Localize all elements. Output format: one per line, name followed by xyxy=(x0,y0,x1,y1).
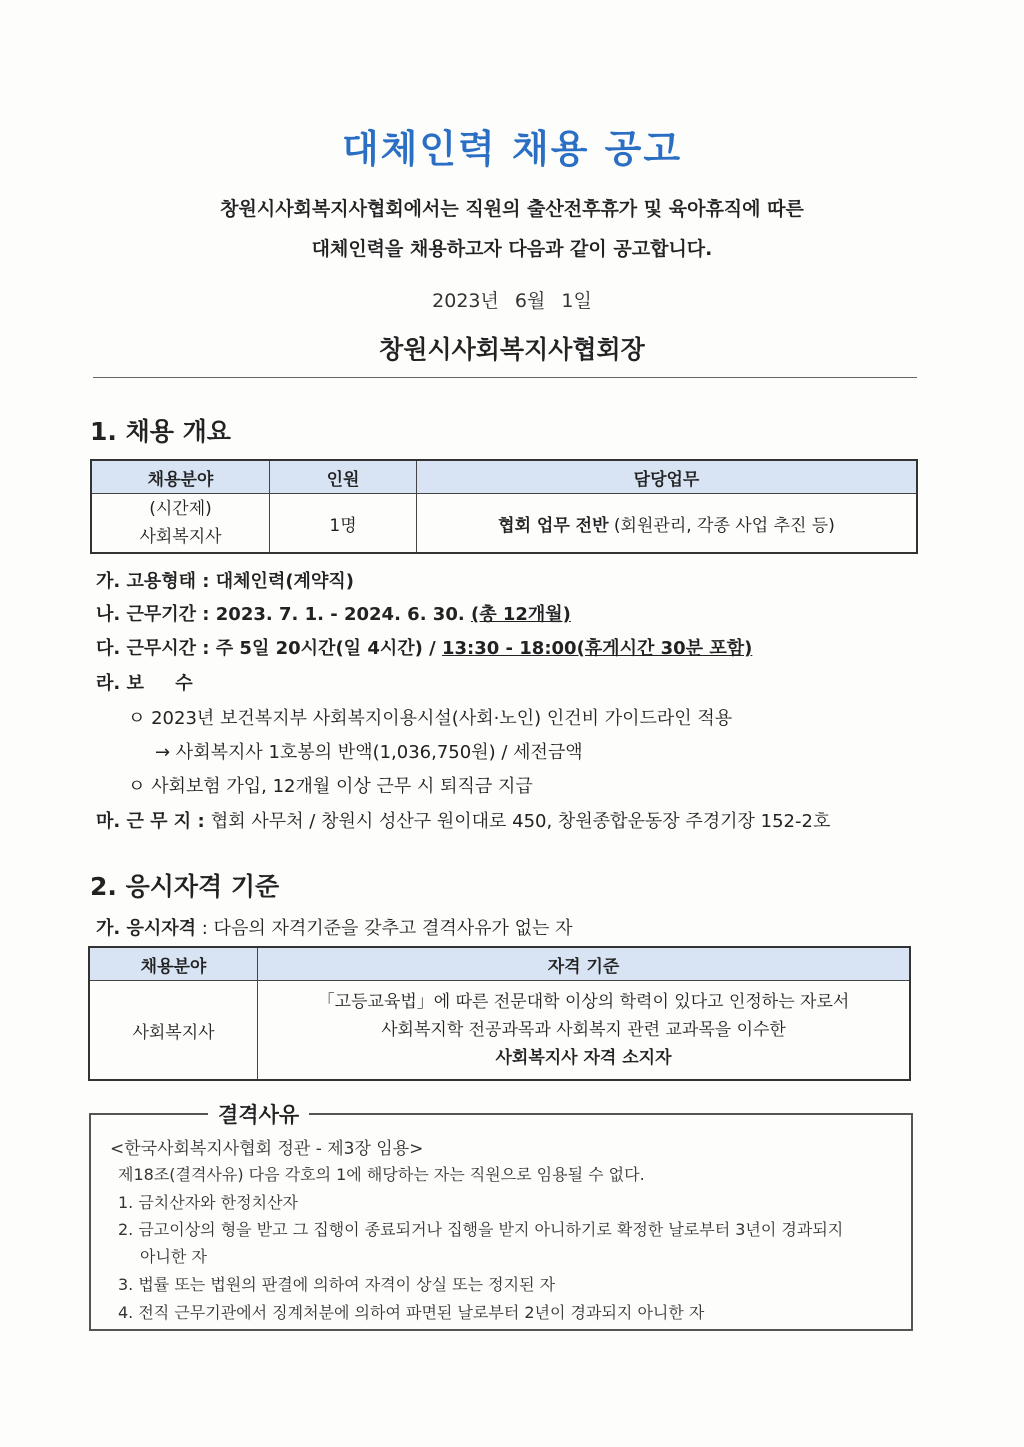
announcement-date: 2023년 6월 1일 xyxy=(432,290,592,312)
salary-sub-2: → 사회복지사 1호봉의 반액(1,036,750원) / 세전금액 xyxy=(155,742,583,763)
section1-heading: 1. 채용 개요 xyxy=(90,417,231,446)
divider xyxy=(93,377,917,378)
qualification-table xyxy=(88,946,911,1081)
disqualification-item-2-cont: 아니한 자 xyxy=(140,1247,207,1266)
table-header-row xyxy=(91,460,917,494)
item-work-hours xyxy=(96,634,752,660)
table-header-row xyxy=(89,947,910,981)
intro-line-2: 대체인력을 채용하고자 다음과 같이 공고합니다. xyxy=(311,238,713,260)
item-underlined: (총 12개월) xyxy=(470,604,571,625)
section2-heading: 2. 응시자격 기준 xyxy=(90,872,280,901)
item-value: 2023. 7. 1. - 2024. 6. 30. xyxy=(215,604,471,625)
cell-field xyxy=(91,494,270,554)
recruitment-table xyxy=(90,459,918,554)
item-work-period xyxy=(96,600,571,626)
page-title: 대체인력 채용 공고 xyxy=(341,127,683,171)
item-value: 협회 사무처 / 창원시 성산구 원이대로 450, 창원종합운동장 주경기장 152-2호 xyxy=(210,811,831,832)
item-label: 가. 고용형태 : xyxy=(96,571,216,592)
disqualification-intro: 제18조(결격사유) 다음 각호의 1에 해당하는 자는 직원으로 임용될 수 없다. xyxy=(118,1165,645,1184)
header-count: 인원 xyxy=(270,460,417,494)
item-label: 나. 근무기간 : xyxy=(96,604,216,625)
item-label: 마. 근 무 지 : xyxy=(96,811,211,832)
item-label: 가. 응시자격 xyxy=(96,918,197,939)
duty-main: 협회 업무 전반 xyxy=(498,515,609,536)
criteria-line-2: 사회복지학 전공과목과 사회복지 관련 교과목을 이수한 xyxy=(381,1020,786,1040)
cell-count: 1명 xyxy=(270,494,417,554)
criteria-line-3: 사회복지사 자격 소지자 xyxy=(495,1048,672,1068)
item-label: 라. 보 수 xyxy=(96,673,193,694)
duty-detail: (회원관리, 각종 사업 추진 등) xyxy=(608,515,835,536)
item-value: 주 5일 20시간(일 4시간) / xyxy=(215,638,442,659)
salary-sub-3: ㅇ 사회보험 가입, 12개월 이상 근무 시 퇴직금 지급 xyxy=(128,776,533,797)
cell-duty xyxy=(417,494,918,554)
salary-sub-1: ㅇ 2023년 보건복지부 사회복지이용시설(사회·노인) 인건비 가이드라인 적용 xyxy=(128,708,733,729)
header-field: 채용분야 xyxy=(91,460,270,494)
header-field: 채용분야 xyxy=(89,947,258,981)
header-criteria: 자격 기준 xyxy=(258,947,911,981)
table-row xyxy=(89,981,910,1081)
item-workplace xyxy=(96,807,830,833)
item-value: 대체인력(계약직) xyxy=(215,571,354,592)
item-label: 다. 근무시간 : xyxy=(96,638,216,659)
field-line-2: 사회복지사 xyxy=(139,527,222,547)
field-line-1: (시간제) xyxy=(149,499,212,519)
criteria-line-1: 「고등교육법」에 따른 전문대학 이상의 학력이 있다고 인정하는 자로서 xyxy=(317,992,850,1012)
cell-field: 사회복지사 xyxy=(89,981,258,1081)
disqualification-item-4: 4. 전직 근무기관에서 징계처분에 의하여 파면된 날로부터 2년이 경과되지 아니한 자 xyxy=(118,1303,705,1322)
item-employment-type xyxy=(96,567,354,593)
item-underlined: 13:30 - 18:00(휴게시간 30분 포함) xyxy=(441,638,753,659)
disqualification-item-2: 2. 금고이상의 형을 받고 그 집행이 종료되거나 집행을 받지 아니하기로 확정한 날로부터 3년이 경과되지 xyxy=(118,1220,844,1239)
table-row xyxy=(91,494,917,554)
disqualification-item-3: 3. 법률 또는 법원의 판결에 의하여 자격이 상실 또는 정지된 자 xyxy=(118,1275,556,1294)
disqualification-item-1: 1. 금치산자와 한정치산자 xyxy=(118,1193,298,1212)
disqualification-source: <한국사회복지사협회 정관 - 제3장 임용> xyxy=(110,1139,424,1159)
signature: 창원시사회복지사협회장 xyxy=(379,335,645,364)
item-salary xyxy=(96,669,193,695)
header-duty: 담당업무 xyxy=(417,460,918,494)
cell-criteria xyxy=(258,981,911,1081)
disqualification-label: 결격사유 xyxy=(208,1099,309,1129)
item-eligibility xyxy=(96,914,573,940)
intro-line-1: 창원시사회복지사협회에서는 직원의 출산전후휴가 및 육아휴직에 따른 xyxy=(220,198,804,220)
item-value: : 다음의 자격기준을 갖추고 결격사유가 없는 자 xyxy=(196,918,573,939)
